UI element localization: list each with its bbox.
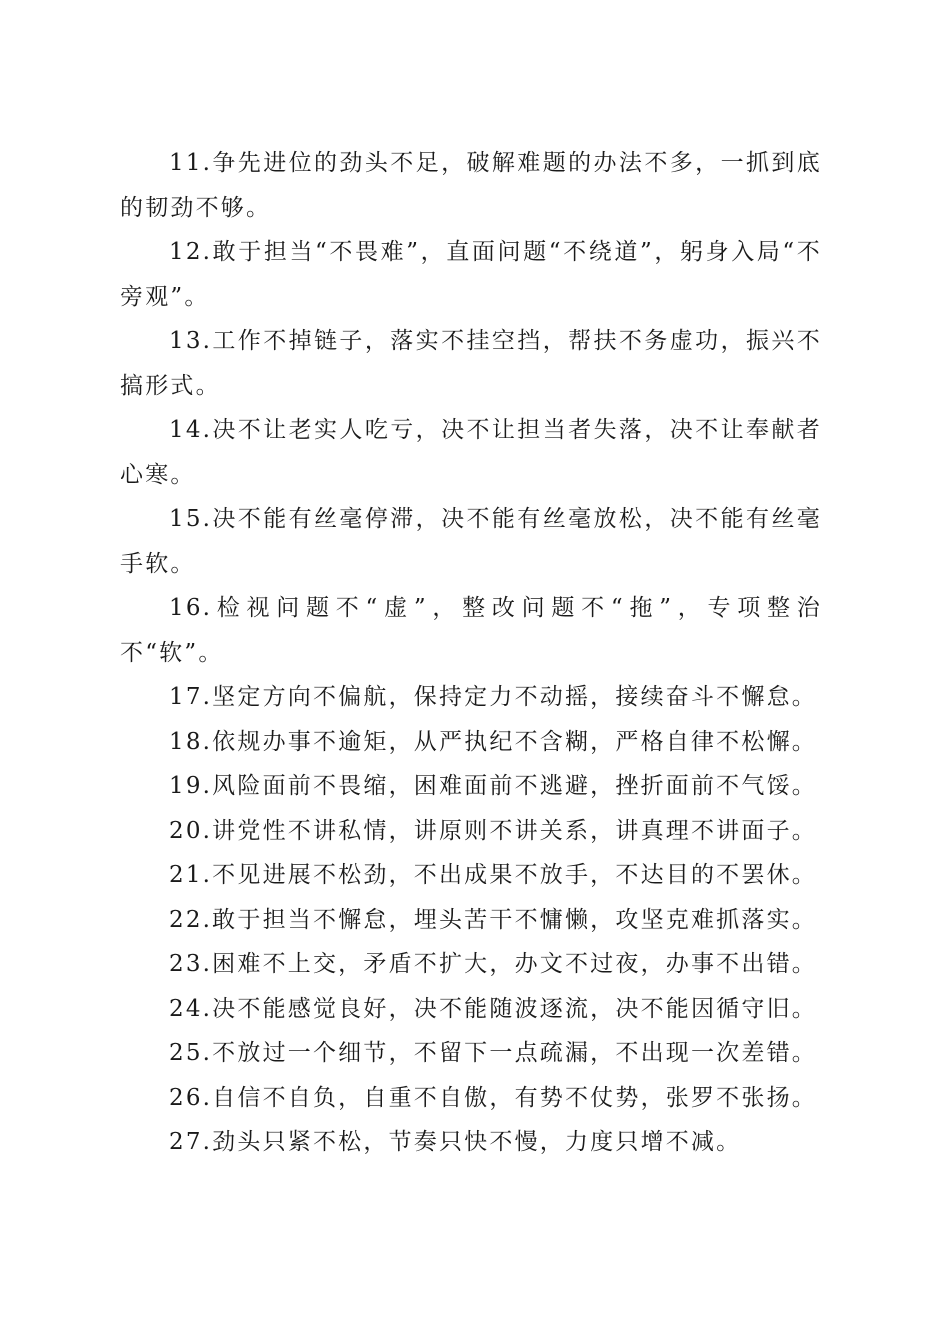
list-item: 23.困难不上交，矛盾不扩大，办文不过夜，办事不出错。	[169, 951, 817, 977]
list-item: 21.不见进展不松劲，不出成果不放手，不达目的不罢休。	[169, 862, 817, 888]
list-item: 26.自信不自负，自重不自傲，有势不仗势，张罗不张扬。	[169, 1084, 817, 1111]
list-item: 11.争先进位的劲头不足，破解难题的办法不多，一抓到底的韧劲不够。	[120, 150, 822, 221]
list-item: 13.工作不掉链子，落实不挂空挡，帮扶不务虚功，振兴不搞形式。	[120, 328, 822, 399]
list-item: 20.讲党性不讲私情，讲原则不讲关系，讲真理不讲面子。	[169, 817, 817, 844]
list-item: 12.敢于担当“不畏难”，直面问题“不绕道”，躬身入局“不旁观”。	[120, 239, 822, 310]
list-item: 22.敢于担当不懈怠，埋头苦干不慵懒，攻坚克难抓落实。	[169, 906, 817, 933]
list-item: 25.不放过一个细节，不留下一点疏漏，不出现一次差错。	[169, 1040, 817, 1066]
list-item: 15.决不能有丝毫停滞，决不能有丝毫放松，决不能有丝毫手软。	[120, 506, 822, 577]
list-item: 19.风险面前不畏缩，困难面前不逃避，挫折面前不气馁。	[169, 773, 817, 799]
list-item: 24.决不能感觉良好，决不能随波逐流，决不能因循守旧。	[169, 995, 817, 1022]
list-item: 14.决不让老实人吃亏，决不让担当者失落，决不让奉献者心寒。	[120, 417, 822, 488]
list-item: 18.依规办事不逾矩，从严执纪不含糊，严格自律不松懈。	[169, 728, 817, 755]
list-item: 27.劲头只紧不松，节奏只快不慢，力度只增不减。	[169, 1129, 742, 1155]
list-item: 17.坚定方向不偏航，保持定力不动摇，接续奋斗不懈怠。	[169, 684, 817, 710]
list-item: 16.检视问题不“虚”，整改问题不“拖”，专项整治不“软”。	[120, 595, 822, 666]
document-body	[120, 141, 822, 1165]
